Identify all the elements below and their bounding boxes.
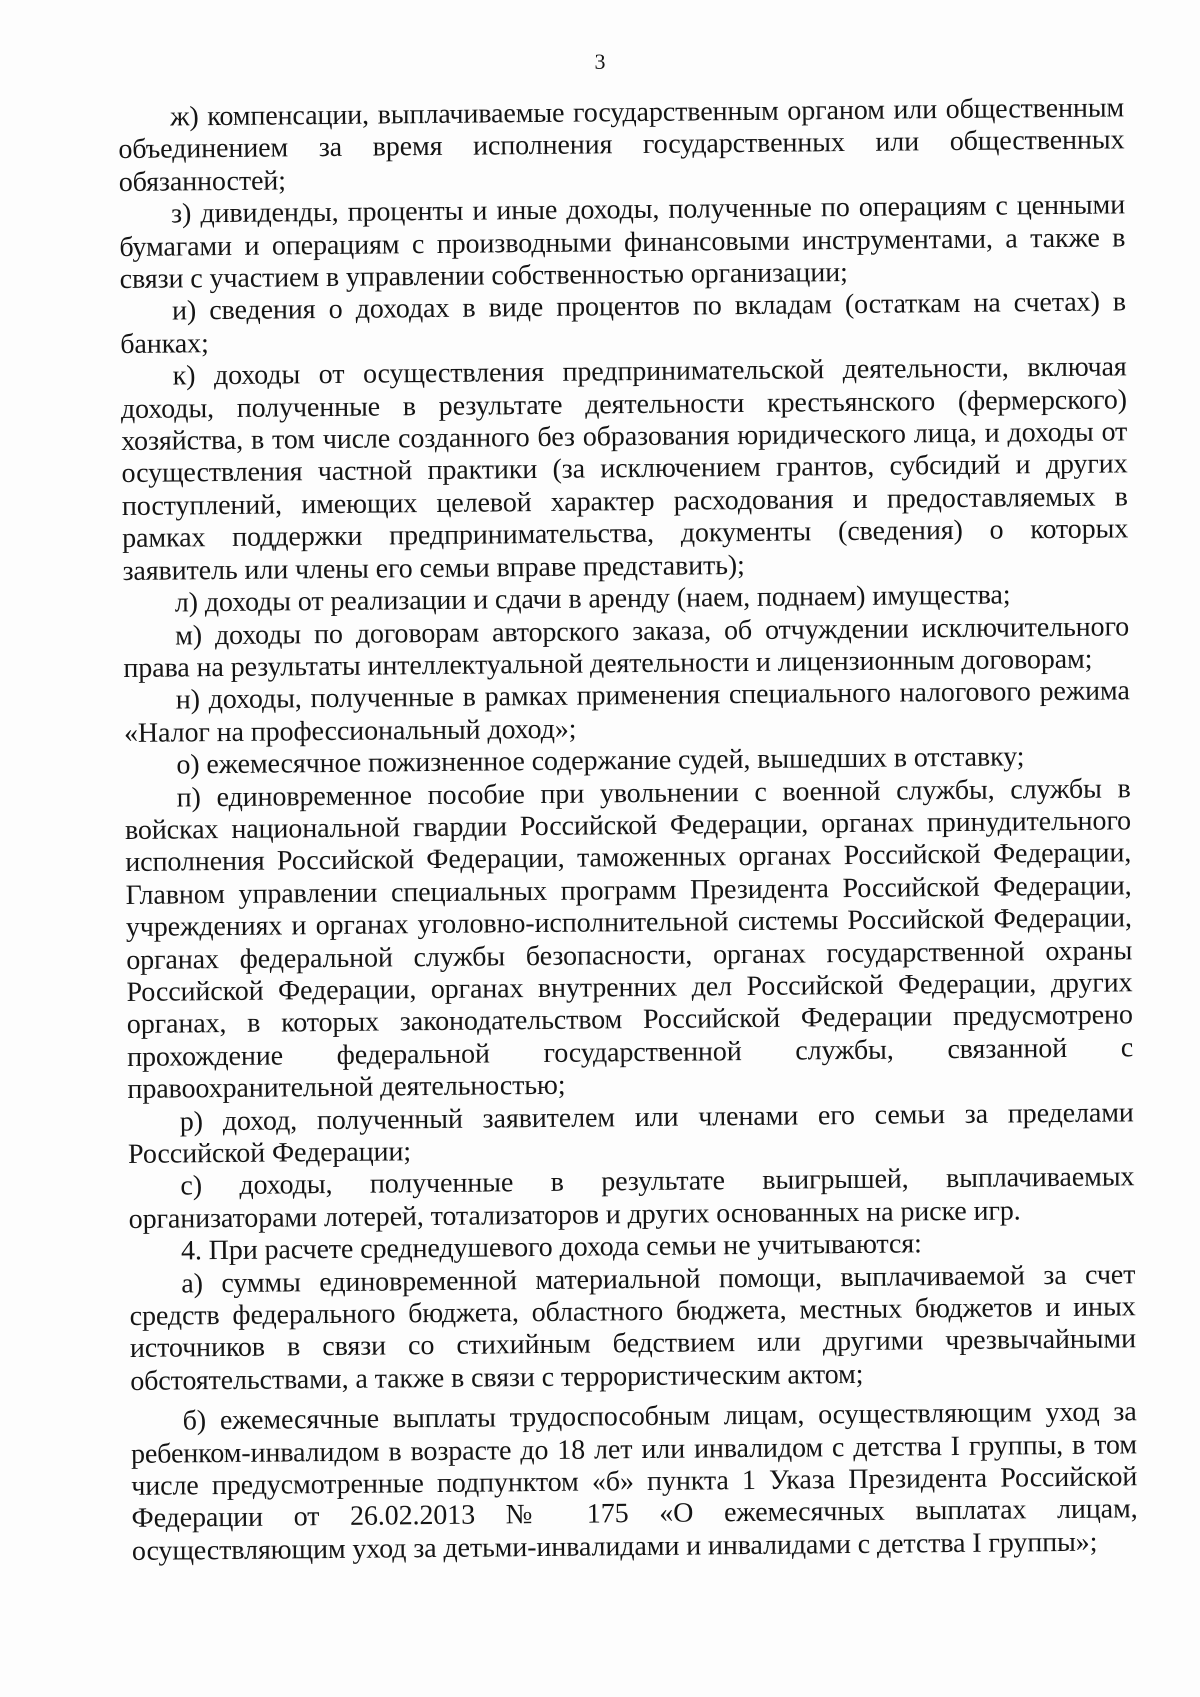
paragraph-o-judges-allowance: о) ежемесячное пожизненное содержание судей, вышедших в отставку; [176, 741, 1025, 781]
paragraph-k-business-income: к) доходы от осуществления предпринимательской деятельности, включая доходы, полученные в результате деятельности крестьянского (фермерского) хозяйства, в том числе созданного без образования юридического лица, и доходы от осуществления частной практики (за исключением грантов, субсидий и других поступлений, имеющих целевой характер расходования и предоставляемых в рамках поддержки предпринимательства, документы (сведения) о которых заявитель или члены его семьи вправе представить); [120, 351, 1129, 587]
paragraph-zh-compensation: ж) компенсации, выплачиваемые государственным органом или общественным объединением за время исполнения государственных или общественных обязанностей; [118, 92, 1125, 198]
paragraph-section-4-heading: 4. При расчете среднедушевого дохода семьи не учитываются: [180, 1228, 922, 1267]
document-body [118, 92, 1138, 1568]
paragraph-z-dividends: з) дивиденды, проценты и иные доходы, полученные по операциям с ценными бумагами и операциям с производными финансовыми инструментами, а также в связи с участием в управлении собственностью организации; [119, 189, 1126, 296]
paragraph-l-rental-income: л) доходы от реализации и сдачи в аренду (наем, поднаем) имущества; [174, 579, 1011, 619]
paragraph-a-emergency-aid: а) суммы единовременной материальной помощи, выплачиваемой за счет средств федерального бюджета, областного бюджета, местных бюджетов и иных источников в связи со стихийным бедствием или другими чрезвычайными обстоятельствами, а также в связи с террористическим актом; [129, 1258, 1137, 1397]
paragraph-i-deposit-interest: и) сведения о доходах в виде процентов по вкладам (остаткам на счетах) в банках; [120, 286, 1127, 360]
paragraph-s-lottery-winnings: с) доходы, полученные в результате выигрышей, выплачиваемых организаторами лотерей, тотализаторов и других основанных на риске игр. [128, 1161, 1135, 1235]
paragraph-b-caregiver-payments: б) ежемесячные выплаты трудоспособным лицам, осуществляющим уход за ребенком-инвалидом в возрасте до 18 лет или инвалидом с детства I группы, в том числе предусмотренные подпунктом «б» пункта 1 Указа Президента Российской Федерации от 26.02.2013 № 175 «О ежемесячных выплатах лицам, осуществляющим уход за детьми-инвалидами и инвалидами с детства I группы»; [130, 1396, 1138, 1567]
paragraph-p-severance-benefit: п) единовременное пособие при увольнении с военной службы, службы в войсках национальной гвардии Российской Федерации, органах принудительного исполнения Российской Федерации, таможенных органах Российской Федерации, Главном управлении специальных программ Президента Российской Федерации, учреждениях и органах уголовно-исполнительной системы Российской Федерации, органах федеральной службы безопасности, органах государственной охраны Российской Федерации, органах внутренних дел Российской Федерации, других органах, в которых законодательством Российской Федерации предусмотрено прохождение федеральной государственной службы, связанной с правоохранительной деятельностью; [124, 772, 1134, 1106]
paragraph-r-foreign-income: р) доход, полученный заявителем или членами его семьи за пределами Российской Федерации; [127, 1096, 1134, 1170]
paragraph-m-copyright-income: м) доходы по договорам авторского заказа, об отчуждении исключительного права на результаты интеллектуальной деятельности и лицензионным договорам; [123, 610, 1130, 684]
page-number: 3 [594, 49, 606, 74]
paragraph-n-professional-tax: н) доходы, полученные в рамках применения специального налогового режима «Налог на профессиональный доход»; [123, 675, 1130, 749]
